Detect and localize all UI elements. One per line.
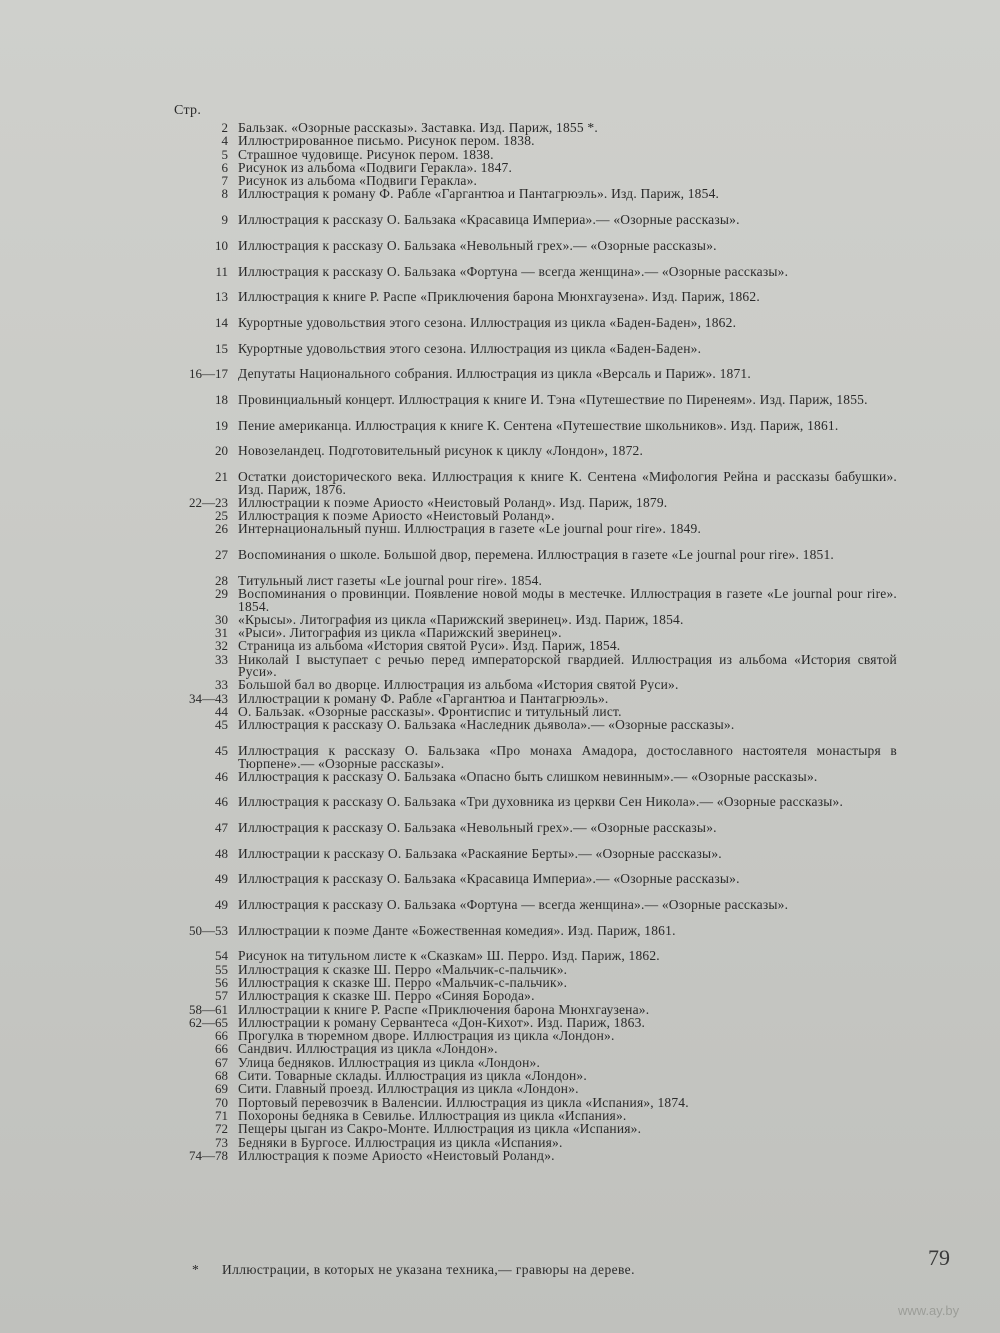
entry-description: Иллюстрация к рассказу О. Бальзака «Наследник дьявола».— «Озорные рассказы». <box>238 719 735 733</box>
list-item <box>172 899 897 925</box>
entry-description: Иллюстрация к рассказу О. Бальзака «Красавица Империа».— «Озорные рассказы». <box>238 873 740 887</box>
entry-description: Иллюстрации к книге Р. Распе «Приключения барона Мюнхгаузена». <box>238 1003 650 1017</box>
page-ref: 49 <box>215 898 228 912</box>
list-item <box>172 1030 897 1043</box>
entry-description: Страница из альбома «История святой Руси». Изд. Париж, 1854. <box>238 640 621 654</box>
entry-description: Интернациональный пунш. Иллюстрация в газете «Le journal pour rire». 1849. <box>238 523 702 537</box>
entry-description: Бальзак. «Озорные рассказы». Заставка. Изд. Париж, 1855 *. <box>238 122 598 135</box>
list-item <box>172 679 897 692</box>
entry-description: Большой бал во дворце. Иллюстрация из альбома «История святой Руси». <box>238 679 679 693</box>
page-ref: 49 <box>215 873 228 887</box>
page-ref: 69 <box>215 1083 228 1097</box>
page-ref: 68 <box>215 1070 228 1084</box>
entry-description: Пещеры цыган из Сакро-Монте. Иллюстрация из цикла «Испания». <box>238 1123 642 1137</box>
list-item <box>172 1097 897 1110</box>
page-ref: 11 <box>215 265 228 279</box>
list-item <box>172 394 897 420</box>
list-item <box>172 654 897 680</box>
list-item <box>172 1150 897 1163</box>
page-ref: 13 <box>215 291 228 305</box>
page-ref: 14 <box>215 316 228 330</box>
footnote-text: Иллюстрации, в которых не указана техника,— гравюры на дереве. <box>222 1262 635 1277</box>
page-number: 79 <box>928 1245 950 1270</box>
page-ref: 67 <box>215 1056 228 1070</box>
entry-description: Иллюстрации к рассказу О. Бальзака «Раскаяние Берты».— «Озорные рассказы». <box>238 847 722 861</box>
page-ref: 71 <box>215 1109 228 1123</box>
entry-description: Иллюстрация к сказке Ш. Перро «Мальчик-с-пальчик». <box>238 963 568 977</box>
list-item <box>172 162 897 175</box>
entry-description: Иллюстрация к сказке Ш. Перро «Синяя Борода». <box>238 990 535 1004</box>
entry-description: Воспоминания о школе. Большой двор, перемена. Иллюстрация в газете «Le journal pour rire». 1851. <box>238 549 835 563</box>
list-item <box>172 420 897 446</box>
list-item <box>172 964 897 977</box>
entry-description: Курортные удовольствия этого сезона. Иллюстрация из цикла «Баден-Баден», 1862. <box>238 316 737 330</box>
list-item <box>172 510 897 523</box>
entry-description: Рисунок из альбома «Подвиги Геракла». <box>238 175 478 189</box>
list-item <box>172 1110 897 1123</box>
page-column-header: Стр. <box>174 103 202 118</box>
list-item <box>172 368 897 394</box>
page-ref: 20 <box>215 445 228 459</box>
page-ref: 50—53 <box>189 924 228 938</box>
page-ref: 16—17 <box>189 368 228 382</box>
page-ref: 33 <box>215 653 228 667</box>
page-ref: 26 <box>215 523 228 537</box>
page-ref: 54 <box>215 950 228 964</box>
list-item <box>172 990 897 1003</box>
list-item <box>172 1123 897 1136</box>
page-ref: 74—78 <box>189 1149 228 1163</box>
entry-description: Иллюстрация к книге Р. Распе «Приключения барона Мюнхгаузена». Изд. Париж, 1862. <box>238 291 760 305</box>
entry-description: Иллюстрации к поэме Ариосто «Неистовый Роланд». Изд. Париж, 1879. <box>238 496 668 510</box>
list-item <box>172 614 897 627</box>
list-item <box>172 1057 897 1070</box>
list-item <box>172 873 897 899</box>
page-ref: 19 <box>215 419 228 433</box>
list-item <box>172 149 897 162</box>
page-ref: 44 <box>215 705 228 719</box>
list-item <box>172 240 897 266</box>
entry-description: Похороны бедняка в Севилье. Иллюстрация из цикла «Испания». <box>238 1109 627 1123</box>
page-ref: 57 <box>215 990 228 1004</box>
entry-description: Иллюстрации к роману Сервантеса «Дон-Кихот». Изд. Париж, 1863. <box>238 1016 646 1030</box>
list-item <box>172 771 897 797</box>
page-ref: 48 <box>215 847 228 861</box>
page-ref: 55 <box>215 963 228 977</box>
entry-description: Иллюстрация к роману Ф. Рабле «Гаргантюа и Пантагрюэль». Изд. Париж, 1854. <box>238 188 720 202</box>
list-item <box>172 343 897 369</box>
entry-description: Сити. Товарные склады. Иллюстрация из цикла «Лондон». <box>238 1070 587 1084</box>
page-ref: 33 <box>215 679 228 693</box>
page-ref: 9 <box>221 214 228 228</box>
list-item <box>172 796 897 822</box>
entry-description: Бедняки в Бургосе. Иллюстрация из цикла «Испания». <box>238 1136 563 1150</box>
entry-description: Новозеландец. Подготовительный рисунок к циклу «Лондон», 1872. <box>238 445 644 459</box>
list-item <box>172 950 897 963</box>
list-item <box>172 575 897 588</box>
page-ref: 58—61 <box>189 1003 228 1017</box>
list-item <box>172 1017 897 1030</box>
list-item <box>172 122 897 135</box>
list-item <box>172 497 897 510</box>
page-ref: 66 <box>215 1030 228 1044</box>
page-ref: 46 <box>215 796 228 810</box>
entry-description: Титульный лист газеты «Le journal pour rire». 1854. <box>238 574 543 588</box>
list-item <box>172 1070 897 1083</box>
list-item <box>172 1004 897 1017</box>
entry-description: Иллюстрации к роману Ф. Рабле «Гаргантюа и Пантагрюэль». <box>238 692 609 706</box>
entry-description: Иллюстрация к рассказу О. Бальзака «Опасно быть слишком невинным».— «Озорные рассказы». <box>238 770 818 784</box>
entry-description: Прогулка в тюремном дворе. Иллюстрация из цикла «Лондон». <box>238 1030 615 1044</box>
entry-description: Депутаты Национального собрания. Иллюстрация из цикла «Версаль и Париж». 1871. <box>238 368 751 382</box>
list-item <box>172 719 897 745</box>
entry-description: Николай I выступает с речью перед императорской гвардией. Иллюстрация из альбома «История святой Руси». <box>238 653 897 680</box>
list-item <box>172 640 897 653</box>
list-item <box>172 291 897 317</box>
entry-description: Воспоминания о провинции. Появление новой моды в местечке. Иллюстрация в газете «Le journal pour rire». 1854. <box>238 588 897 614</box>
list-item <box>172 848 897 874</box>
entry-description: Иллюстрация к рассказу О. Бальзака «Красавица Империа».— «Озорные рассказы». <box>238 214 740 228</box>
footnote <box>192 1262 832 1278</box>
list-item <box>172 135 897 148</box>
list-item <box>172 188 897 214</box>
entry-description: Иллюстрации к поэме Данте «Божественная комедия». Изд. Париж, 1861. <box>238 924 676 938</box>
page-ref: 32 <box>215 640 228 654</box>
page-ref: 7 <box>221 175 228 189</box>
page-ref: 46 <box>215 770 228 784</box>
entry-description: Иллюстрация к рассказу О. Бальзака «Фортуна — всегда женщина».— «Озорные рассказы». <box>238 265 789 279</box>
list-item <box>172 822 897 848</box>
list-item <box>172 588 897 614</box>
page-ref: 8 <box>221 188 228 202</box>
list-item <box>172 214 897 240</box>
watermark: www.ay.by <box>898 1303 960 1318</box>
entry-description: Сандвич. Иллюстрация из цикла «Лондон». <box>238 1043 498 1057</box>
list-item <box>172 175 897 188</box>
list-item <box>172 745 897 771</box>
list-item <box>172 627 897 640</box>
page-ref: 5 <box>221 148 228 162</box>
page-ref: 45 <box>215 744 228 758</box>
list-item <box>172 706 897 719</box>
page-ref: 70 <box>215 1096 228 1110</box>
page-ref: 15 <box>215 342 228 356</box>
entry-description: Курортные удовольствия этого сезона. Иллюстрация из цикла «Баден-Баден». <box>238 342 702 356</box>
page-ref: 6 <box>221 161 228 175</box>
page-ref: 34—43 <box>189 692 228 706</box>
entry-description: Рисунок из альбома «Подвиги Геракла». 1847. <box>238 161 513 175</box>
page-ref: 31 <box>215 626 228 640</box>
page-ref: 18 <box>215 393 228 407</box>
entry-description: Иллюстрация к поэме Ариосто «Неистовый Роланд». <box>238 510 555 524</box>
entry-description: Иллюстрированное письмо. Рисунок пером. 1838. <box>238 135 535 149</box>
list-item <box>172 266 897 292</box>
entry-description: Иллюстрация к рассказу О. Бальзака «Невольный грех».— «Озорные рассказы». <box>238 821 717 835</box>
list-item <box>172 317 897 343</box>
page-ref: 29 <box>215 588 228 601</box>
page-ref: 56 <box>215 976 228 990</box>
list-item <box>172 1043 897 1056</box>
footnote-mark: * <box>192 1262 200 1277</box>
list-item <box>172 445 897 471</box>
page-ref: 62—65 <box>189 1016 228 1030</box>
list-item <box>172 977 897 990</box>
page-ref: 73 <box>215 1136 228 1150</box>
page-ref: 21 <box>215 471 228 485</box>
page-ref: 10 <box>215 239 228 253</box>
page-ref: 47 <box>215 821 228 835</box>
page-ref: 22—23 <box>189 496 228 510</box>
list-item <box>172 523 897 549</box>
entry-description: «Крысы». Литография из цикла «Парижский зверинец». Изд. Париж, 1854. <box>238 613 684 627</box>
page-ref: 45 <box>215 719 228 733</box>
entry-description: Страшное чудовище. Рисунок пером. 1838. <box>238 148 494 162</box>
list-item <box>172 1083 897 1096</box>
entry-description: Иллюстрация к рассказу О. Бальзака «Про монаха Амадора, достославного настоятеля монастыря в Тюрпене».— «Озорные рассказы». <box>238 744 897 771</box>
list-item <box>172 925 897 951</box>
entry-description: Портовый перевозчик в Валенсии. Иллюстрация из цикла «Испания», 1874. <box>238 1096 689 1110</box>
entry-description: О. Бальзак. «Озорные рассказы». Фронтиспис и титульный лист. <box>238 705 622 719</box>
page-ref: 30 <box>215 613 228 627</box>
entry-description: Остатки доисторического века. Иллюстрация к книге К. Сентена «Мифология Рейна и рассказы бабушки». Изд. Париж, 1876. <box>238 471 897 497</box>
page-ref: 4 <box>221 135 228 149</box>
page-ref: 28 <box>215 574 228 588</box>
entry-description: Иллюстрация к сказке Ш. Перро «Мальчик-с-пальчик». <box>238 976 568 990</box>
entry-description: Иллюстрация к поэме Ариосто «Неистовый Роланд». <box>238 1149 555 1163</box>
illustration-list <box>172 122 897 1163</box>
page-ref: 25 <box>215 510 228 524</box>
list-item <box>172 549 897 575</box>
entry-description: Иллюстрация к рассказу О. Бальзака «Три духовника из церкви Сен Никола».— «Озорные рассказы». <box>238 796 844 810</box>
entry-description: Иллюстрация к рассказу О. Бальзака «Фортуна — всегда женщина».— «Озорные рассказы». <box>238 898 789 912</box>
entry-description: Улица бедняков. Иллюстрация из цикла «Лондон». <box>238 1056 541 1070</box>
entry-description: Пение американца. Иллюстрация к книге К. Сентена «Путешествие школьников». Изд. Париж, 1861. <box>238 419 839 433</box>
entry-description: «Рыси». Литография из цикла «Парижский зверинец». <box>238 626 562 640</box>
page-ref: 66 <box>215 1043 228 1057</box>
list-item <box>172 1137 897 1150</box>
entry-description: Провинциальный концерт. Иллюстрация к книге И. Тэна «Путешествие по Пиренеям». Изд. Париж, 1855. <box>238 393 868 407</box>
entry-description: Сити. Главный проезд. Иллюстрация из цикла «Лондон». <box>238 1083 579 1097</box>
entry-description: Иллюстрация к рассказу О. Бальзака «Невольный грех».— «Озорные рассказы». <box>238 239 717 253</box>
page-ref: 72 <box>215 1123 228 1137</box>
entry-description: Рисунок на титульном листе к «Сказкам» Ш. Перро. Изд. Париж, 1862. <box>238 950 660 964</box>
list-item <box>172 471 897 497</box>
list-item <box>172 693 897 706</box>
page-ref: 2 <box>221 122 228 135</box>
page-ref: 27 <box>215 549 228 563</box>
